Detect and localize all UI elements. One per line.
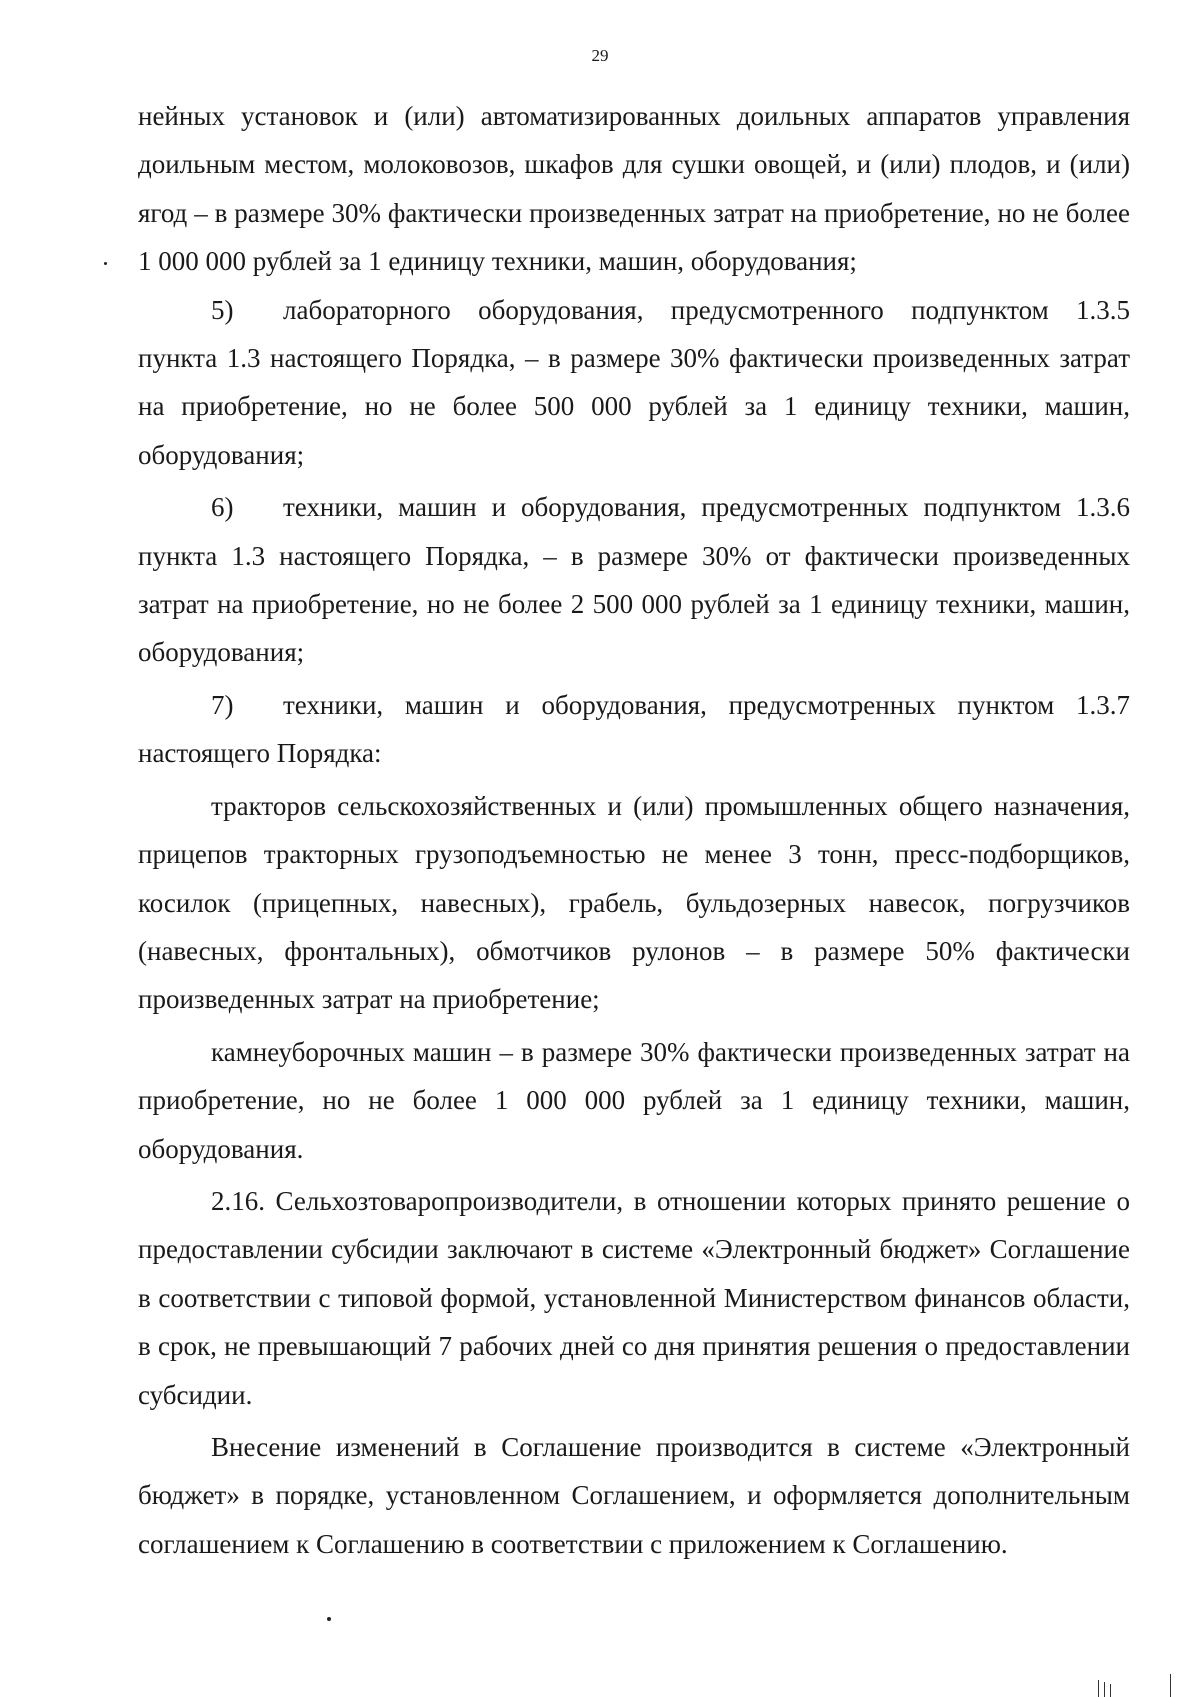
paragraph-tractors: тракторов сельскохозяйственных и (или) промышленных общего назначения, прицепов тракторных грузоподъемностью не менее 3 тонн, пресс-подборщиков, косилок (прицепных, навесных), грабель, бульдозерных навесок, погрузчиков (навесных, фронтальных), обмотчиков рулонов – в размере 50% фактически произведенных затрат на приобретение; — [138, 790, 1130, 1015]
document-body — [138, 92, 1130, 1568]
paragraph-continuation: нейных установок и (или) автоматизированных доильных аппаратов управления доильным местом, молоковозов, шкафов для сушки овощей, и (или) плодов, и (или) ягод – в размере 30% фактически произведенных затрат на приобретение, но не более 1 000 000 рублей за 1 единицу техники, машин, оборудования; — [138, 101, 1130, 277]
scan-edge-mark — [1104, 1682, 1105, 1697]
paragraph-clause-2-16: 2.16. Сельхозтоваропроизводители, в отношении которых принято решение о предоставлении субсидии заключают в системе «Электронный бюджет» Соглашение в соответствии с типовой формой, установленной Министерством финансов области, в срок, не превышающий 7 рабочих дней со дня принятия решения о предоставлении субсидии. — [138, 1185, 1130, 1410]
scan-speck — [104, 262, 107, 265]
list-item-6 — [138, 483, 1130, 677]
list-item-number: 7) — [211, 689, 234, 720]
paragraph-amendments: Внесение изменений в Соглашение производится в системе «Электронный бюджет» в порядке, установленном Соглашением, и оформляется дополнительным соглашением к Соглашению в соответствии с приложением к Соглашению. — [138, 1431, 1130, 1559]
scan-edge-mark — [1110, 1684, 1111, 1697]
list-item-number: 6) — [211, 492, 234, 523]
list-item-text: лабораторного оборудования, предусмотренного подпунктом 1.3.5 пункта 1.3 настоящего Порядка, – в размере 30% фактически произведенных затрат на приобретение, но не более 500 000 рублей за 1 единицу техники, машин, оборудования; — [138, 294, 1130, 470]
scan-edge-mark — [1098, 1680, 1099, 1697]
list-item-7 — [138, 681, 1130, 778]
list-item-text: техники, машин и оборудования, предусмотренных пунктом 1.3.7 настоящего Порядка: — [138, 689, 1130, 769]
scan-edge-mark — [1170, 1674, 1171, 1697]
list-item-number: 5) — [211, 294, 234, 325]
page-number: 29 — [591, 46, 609, 65]
list-item-text: техники, машин и оборудования, предусмотренных подпунктом 1.3.6 пункта 1.3 настоящего Порядка, – в размере 30% от фактически произведенных затрат на приобретение, но не более 2 500 000 рублей за 1 единицу техники, машин, оборудования; — [138, 492, 1130, 668]
paragraph-stone-pickers: камнеуборочных машин – в размере 30% фактически произведенных затрат на приобретение, но не более 1 000 000 рублей за 1 единицу техники, машин, оборудования. — [138, 1036, 1130, 1164]
scan-speck — [327, 1617, 331, 1621]
list-item-5 — [138, 286, 1130, 480]
